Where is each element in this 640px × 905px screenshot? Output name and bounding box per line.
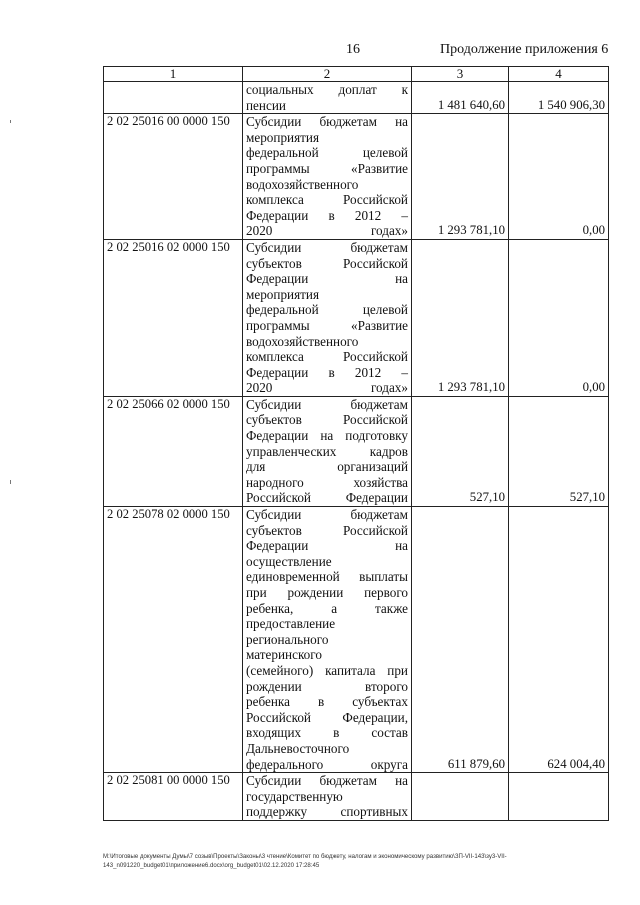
description-line: (семейного) капитала при: [246, 662, 408, 678]
table-row: [104, 507, 609, 773]
description-line: предоставление: [246, 616, 336, 632]
description-line: Федерации в 2012 –: [246, 207, 408, 223]
description-line: при рождении первого: [246, 585, 408, 600]
description-line: водохозяйственного: [246, 176, 359, 192]
description-line: ребенка в субъектах: [246, 694, 408, 710]
description-line: Федерации на подготовку: [246, 428, 408, 444]
description-line: водохозяйственного: [246, 333, 359, 349]
footer-line: М:\Итоговые документы Думы\7 созыв\Проекты\Законы\3 чтение\Комитет по бюджету, налогам и экономическому развитию\ЗП-VII-143\зу3-VII-: [103, 853, 507, 860]
income-description: [243, 507, 412, 773]
description-line: поддержку спортивных: [246, 804, 408, 820]
column-number: 3: [412, 67, 509, 82]
income-description: [243, 396, 412, 506]
table-row: [104, 396, 609, 506]
budget-code: 2 02 25016 02 0000 150: [104, 239, 243, 396]
description-line: Субсидии бюджетам: [246, 239, 408, 255]
description-line: Субсидии бюджетам: [246, 396, 408, 412]
margin-mark: [10, 480, 11, 484]
amount-year-1: 1 481 640,60: [412, 82, 509, 114]
description-line: комплекса Российской: [246, 349, 408, 365]
budget-code: [104, 82, 243, 114]
description-line: субъектов Российской: [246, 255, 408, 271]
table-row: [104, 114, 609, 240]
amount-year-2: 1 540 906,30: [509, 82, 609, 114]
file-path-footer: [103, 852, 598, 870]
income-description: [243, 82, 412, 114]
description-line: мероприятия: [246, 286, 320, 302]
description-line: Субсидии бюджетам на: [246, 114, 408, 130]
description-line: федерального округа: [246, 756, 408, 772]
description-line: регионального: [246, 631, 329, 647]
continuation-caption: Продолжение приложения 6: [440, 42, 609, 57]
amount-year-1: 1 293 781,10: [412, 114, 509, 240]
description-line: Федерации в 2012 –: [246, 364, 408, 380]
budget-code: 2 02 25081 00 0000 150: [104, 773, 243, 821]
description-line: Дальневосточного: [246, 740, 350, 756]
description-line: программы «Развитие: [246, 160, 408, 176]
amount-year-1: 527,10: [412, 396, 509, 506]
table-row: [104, 239, 609, 396]
column-number: 1: [104, 67, 243, 82]
budget-table: [103, 66, 609, 821]
footer-line: 143_n091220_budget01\приложение6.docx\org_budget01\02.12.2020 17:28:45: [103, 862, 320, 869]
amount-year-1: 611 879,60: [412, 507, 509, 773]
description-line: комплекса Российской: [246, 192, 408, 208]
description-line: Субсидии бюджетам на: [246, 773, 408, 789]
amount-year-2: 624 004,40: [509, 507, 609, 773]
description-line: федеральной целевой: [246, 145, 408, 161]
income-description: [243, 114, 412, 240]
description-line: 2020 годах»: [246, 380, 408, 396]
budget-code: 2 02 25078 02 0000 150: [104, 507, 243, 773]
budget-table-body: [104, 67, 609, 821]
description-line: материнского: [246, 647, 322, 663]
description-line: для организаций: [246, 459, 408, 475]
amount-year-2: 527,10: [509, 396, 609, 506]
budget-code: 2 02 25066 02 0000 150: [104, 396, 243, 506]
description-line: программы «Развитие: [246, 317, 408, 333]
amount-year-1: 1 293 781,10: [412, 239, 509, 396]
description-line: Федерации на: [246, 538, 408, 554]
description-line: 2020 годах»: [246, 223, 408, 239]
description-line: субъектов Российской: [246, 522, 408, 538]
budget-code: 2 02 25016 00 0000 150: [104, 114, 243, 240]
description-line: субъектов Российской: [246, 412, 408, 428]
income-description: [243, 239, 412, 396]
amount-year-2: 0,00: [509, 114, 609, 240]
description-line: Федерации на: [246, 271, 408, 287]
column-number: 4: [509, 67, 609, 82]
description-line: государственную: [246, 788, 343, 804]
description-line: народного хозяйства: [246, 474, 408, 490]
description-line: пенсии: [246, 97, 286, 113]
column-number-row: [104, 67, 609, 82]
description-line: социальных доплат к: [246, 82, 408, 97]
table-row: [104, 773, 609, 821]
description-line: Российской Федерации,: [246, 709, 408, 725]
description-line: Российской Федерации: [246, 490, 408, 506]
income-description: [243, 773, 412, 821]
description-line: входящих в состав: [246, 725, 408, 741]
table-row: [104, 82, 609, 114]
description-line: управленческих кадров: [246, 443, 408, 459]
description-line: Субсидии бюджетам: [246, 507, 408, 523]
amount-year-2: [509, 773, 609, 821]
page-number: 16: [346, 42, 360, 57]
description-line: рождении второго: [246, 678, 408, 694]
description-line: мероприятия: [246, 129, 320, 145]
amount-year-2: 0,00: [509, 239, 609, 396]
description-line: единовременной выплаты: [246, 569, 408, 585]
column-number: 2: [243, 67, 412, 82]
amount-year-1: [412, 773, 509, 821]
margin-mark: [10, 120, 11, 123]
description-line: ребенка, а также: [246, 600, 408, 616]
description-line: федеральной целевой: [246, 302, 408, 318]
description-line: осуществление: [246, 553, 332, 569]
